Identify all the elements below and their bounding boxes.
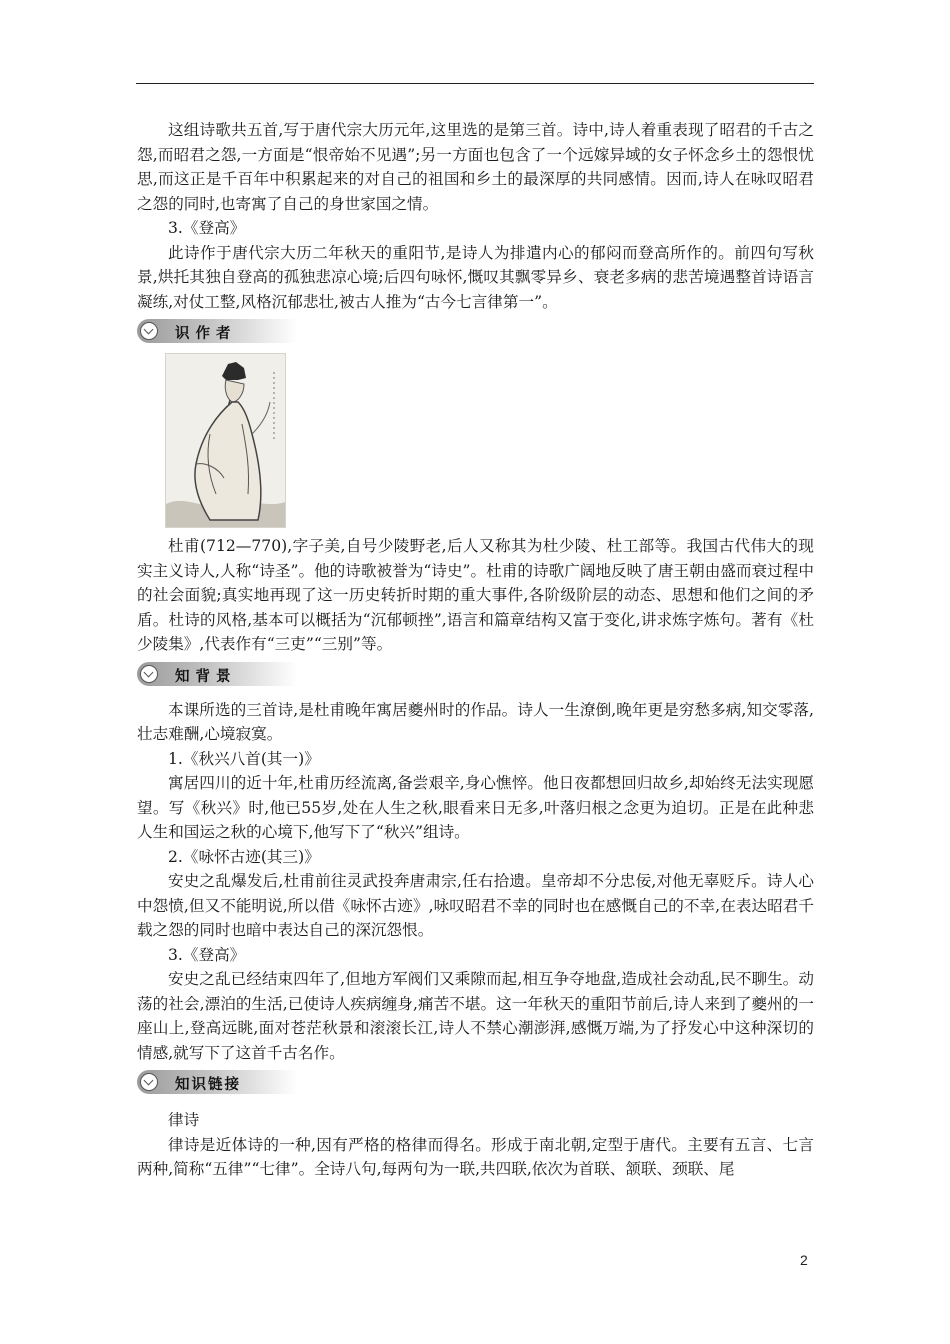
section-header-author — [137, 315, 814, 347]
item-title: 2.《咏怀古迹(其三)》 — [168, 847, 320, 866]
section-title: 知识链接 — [175, 1077, 241, 1093]
section-header-background — [137, 658, 814, 690]
page-content — [137, 118, 814, 1182]
chevron-down-icon — [140, 665, 158, 683]
author-portrait-image — [165, 353, 286, 528]
intro-paragraph: 这组诗歌共五首,写于唐代宗大历元年,这里选的是第三首。诗中,诗人着重表现了昭君的千古之怨,而昭君之怨,一方面是“恨帝始不见遇”;另一方面也包含了一个远嫁异域的女子怀念乡土的怨恨忧思,而这正是千百年中积累起来的对自己的祖国和乡土的最深厚的共同感情。因而,诗人在咏叹昭君之怨的同时,也寄寓了自己的身世家国之情。 — [137, 121, 814, 213]
background-intro: 本课所选的三首诗,是杜甫晚年寓居夔州时的作品。诗人一生潦倒,晚年更是穷愁多病,知交零落,壮志难酬,心境寂寞。 — [137, 700, 814, 743]
section-header-knowledge — [137, 1066, 814, 1098]
item-paragraph: 此诗作于唐代宗大历二年秋天的重阳节,是诗人为排遣内心的郁闷而登高所作的。前四句写秋景,烘托其独自登高的孤独悲凉心境;后四句咏怀,慨叹其飘零异乡、衰老多病的悲苦境遇整首诗语言凝练,对仗工整,风格沉郁悲壮,被古人推为“古今七言律第一”。 — [137, 243, 814, 311]
chevron-down-icon — [140, 1073, 158, 1091]
item-title: 3.《登高》 — [168, 945, 246, 964]
item-paragraph: 安史之乱已经结束四年了,但地方军阀们又乘隙而起,相互争夺地盘,造成社会动乱,民不聊生。动荡的社会,漂泊的生活,已使诗人疾病缠身,痛苦不堪。这一年秋天的重阳节前后,诗人来到了夔州的一座山上,登高远眺,面对苍茫秋景和滚滚长江,诗人不禁心潮澎湃,感慨万端,为了抒发心中这种深切的情感,就写下了这首千古名作。 — [137, 970, 814, 1062]
item-paragraph: 安史之乱爆发后,杜甫前往灵武投奔唐肃宗,任右拾遗。皇帝却不分忠佞,对他无辜贬斥。诗人心中怨愤,但又不能明说,所以借《咏怀古迹》,咏叹昭君不幸的同时也在感慨自己的不幸,在表达昭君千载之怨的同时也暗中表达自己的深沉怨恨。 — [137, 872, 814, 939]
header-rule — [136, 83, 814, 84]
portrait-drawing — [166, 354, 285, 527]
section-title: 知背景 — [175, 668, 237, 685]
item-title: 3.《登高》 — [168, 219, 246, 237]
section-title: 识作者 — [175, 326, 237, 342]
page-number: 2 — [800, 1252, 808, 1268]
knowledge-paragraph: 律诗是近体诗的一种,因有严格的格律而得名。形成于南北朝,定型于唐代。主要有五言、七言两种,简称“五律”“七律”。全诗八句,每两句为一联,共四联,依次为首联、颔联、颈联、尾 — [137, 1135, 814, 1178]
author-paragraph: 杜甫(712—770),字子美,自号少陵野老,后人又称其为杜少陵、杜工部等。我国古代伟大的现实主义诗人,人称“诗圣”。他的诗歌被誉为“诗史”。杜甫的诗歌广阔地反映了唐王朝由盛而衰过程中的社会面貌;真实地再现了这一历史转折时期的重大事件,各阶级阶层的动态、思想和他们之间的矛盾。杜诗的风格,基本可以概括为“沉郁顿挫”,语言和篇章结构又富于变化,讲求炼字炼句。著有《杜少陵集》,代表作有“三吏”“三别”等。 — [137, 537, 814, 653]
chevron-down-icon — [140, 322, 158, 340]
item-title: 1.《秋兴八首(其一)》 — [168, 749, 320, 768]
knowledge-subtitle: 律诗 — [168, 1111, 200, 1129]
item-paragraph: 寓居四川的近十年,杜甫历经流离,备尝艰辛,身心憔悴。他日夜都想回归故乡,却始终无法实现愿望。写《秋兴》时,他已55岁,处在人生之秋,眼看来日无多,叶落归根之念更为迫切。正是在此种悲人生和国运之秋的心境下,他写下了“秋兴”组诗。 — [137, 774, 814, 841]
